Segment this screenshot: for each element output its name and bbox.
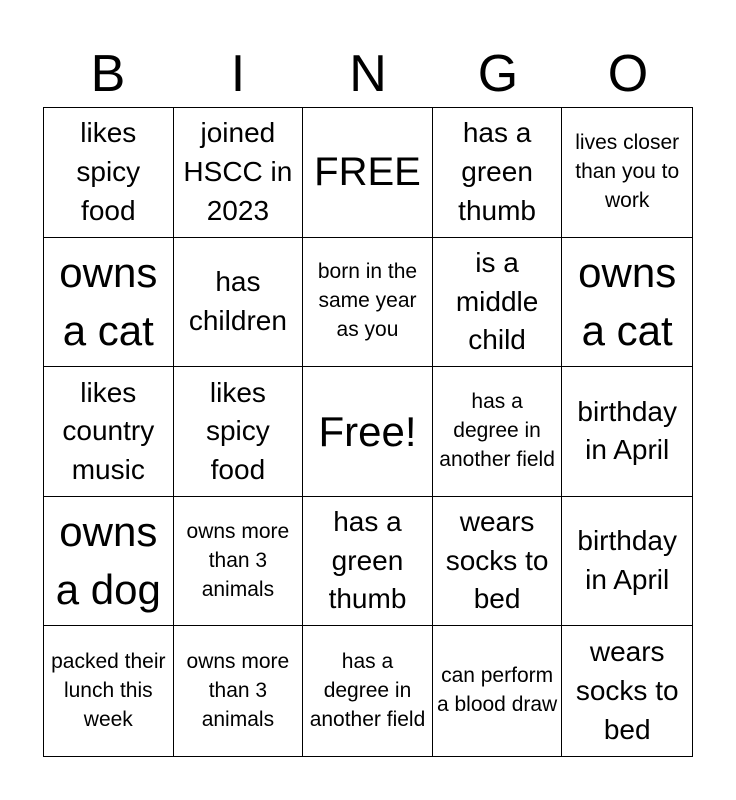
header-letter-o: O	[607, 45, 649, 103]
bingo-cell-r3c3: Free!	[303, 367, 433, 497]
bingo-cell-r1c5: lives closer than you to work	[562, 108, 692, 238]
bingo-cell-r5c3: has a degree in another field	[303, 626, 433, 756]
bingo-cell-r4c4: wears socks to bed	[433, 497, 563, 627]
bingo-cell-r5c5: wears socks to bed	[575, 636, 679, 745]
bingo-cell-r1c3: FREE	[303, 108, 433, 238]
bingo-cell-r3c4: has a degree in another field	[433, 367, 563, 497]
bingo-cell-r2c4: is a middle child	[433, 238, 563, 368]
bingo-grid	[43, 107, 693, 757]
bingo-header	[43, 40, 693, 108]
bingo-cell-r5c1: packed their lunch this week	[44, 626, 174, 756]
bingo-cell-r2c1: owns a cat	[44, 238, 174, 368]
bingo-cell-r1c2: joined HSCC in 2023	[174, 108, 304, 238]
header-letter-b: B	[90, 45, 126, 103]
bingo-cell-r4c3: has a green thumb	[303, 497, 433, 627]
header-letter-g: G	[477, 45, 519, 103]
bingo-cell-r4c1: owns a dog	[44, 497, 174, 627]
bingo-cell-r2c2: has children	[174, 238, 304, 368]
bingo-cell-r3c5: birthday in April	[562, 367, 692, 497]
header-letter-n: N	[349, 45, 387, 103]
bingo-cell-r1c1: likes spicy food	[44, 108, 174, 238]
bingo-cell-r3c2: likes spicy food	[174, 367, 304, 497]
bingo-cell-r4c5: birthday in April	[562, 497, 692, 627]
bingo-cell-r2c3: born in the same year as you	[303, 238, 433, 368]
bingo-cell-r5c4: can perform a blood draw	[433, 626, 563, 756]
bingo-cell-r5c2: owns more than 3 animals	[174, 626, 304, 756]
bingo-cell-r2c5: owns a cat	[562, 238, 692, 368]
bingo-cell-r3c1: likes country music	[44, 367, 174, 497]
header-letter-i: I	[230, 45, 246, 103]
bingo-cell-r4c2: owns more than 3 animals	[174, 497, 304, 627]
bingo-cell-r1c4: has a green thumb	[433, 108, 563, 238]
